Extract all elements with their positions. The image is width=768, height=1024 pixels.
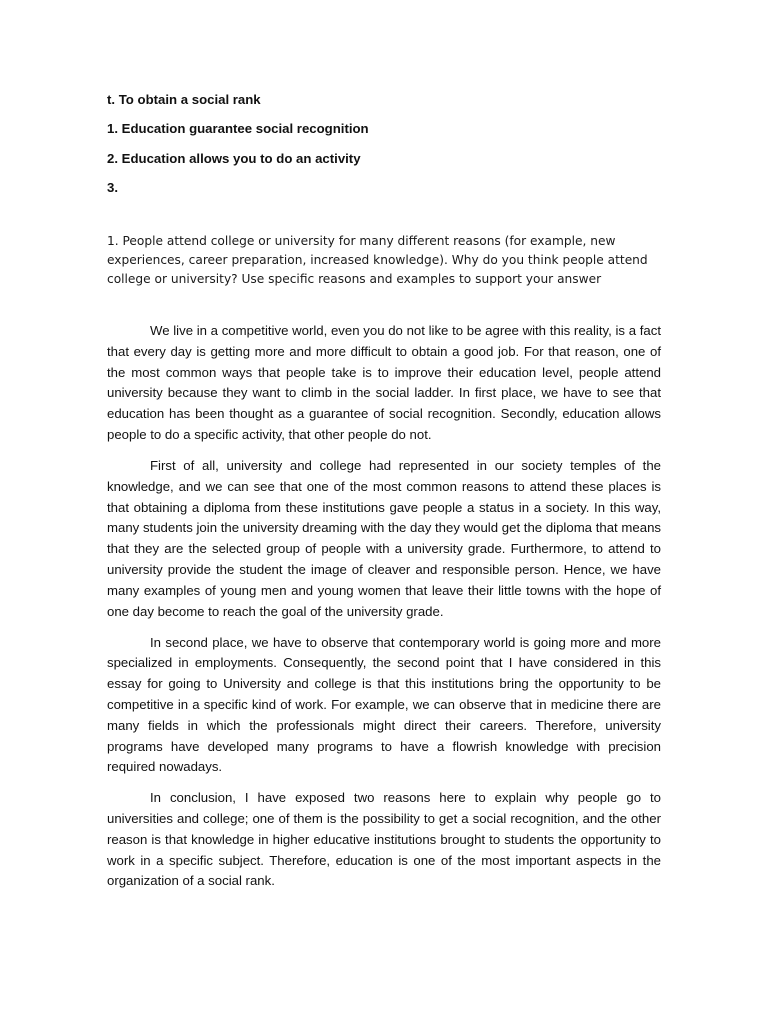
outline-point-2: 2. Education allows you to do an activity [107,150,361,166]
essay-outline [107,90,667,207]
outline-point-3: 3. [107,179,118,195]
essay-prompt: 1. People attend college or university for many different reasons (for example, new experiences, career preparation, increased knowledge). Why do you think people attend college or university? Use specific reasons and examples to support your answer [107,234,648,286]
outline-thesis: t. To obtain a social rank [107,92,261,107]
essay-paragraph-body-2: In second place, we have to observe that contemporary world is going more and more specialized in employments. Consequently, the second point that I have considered in this essay for going to University and college is that this institutions bring the opportunity to be competitive in a specific kind of work. For example, we can observe that in medicine there are many fields in which the professionals might direct their careers. Therefore, university programs have developed many programs to have a flowrish knowledge with precision required nowadays. [107,634,661,775]
essay-body [107,321,661,902]
essay-paragraph-body-1: First of all, university and college had represented in our society temples of the knowledge, and we can see that one of the most common reasons to attend these places is that obtaining a diploma from these institutions gave people a status in a society. In this way, many students join the university dreaming with the day they would get the diploma that means that they are the selected group of people with a university grade. Furthermore, to attend to university provide the student the image of cleaver and responsible person. Hence, we have many examples of young men and young women that leave their little towns with the hope of one day become to reach the goal of the university grade. [107,457,661,619]
outline-point-1: 1. Education guarantee social recognition [107,121,369,137]
essay-paragraph-conclusion: In conclusion, I have exposed two reasons here to explain why people go to universities and college; one of them is the possibility to get a social recognition, and the other reason is that knowledge in higher educative institutions brought to students the opportunity to work in a specific subject. Therefore, education is one of the most important aspects in the organization of a social rank. [107,790,661,889]
essay-paragraph-introduction: We live in a competitive world, even you do not like to be agree with this reality, is a fact that every day is getting more and more difficult to obtain a good job. For that reason, one of the most common ways that people take is to improve their education level, people attend university because they want to climb in the social ladder. In first place, we have to see that education has been thought as a guarantee of social recognition. Secondly, education allows people to do a specific activity, that other people do not. [107,323,661,442]
